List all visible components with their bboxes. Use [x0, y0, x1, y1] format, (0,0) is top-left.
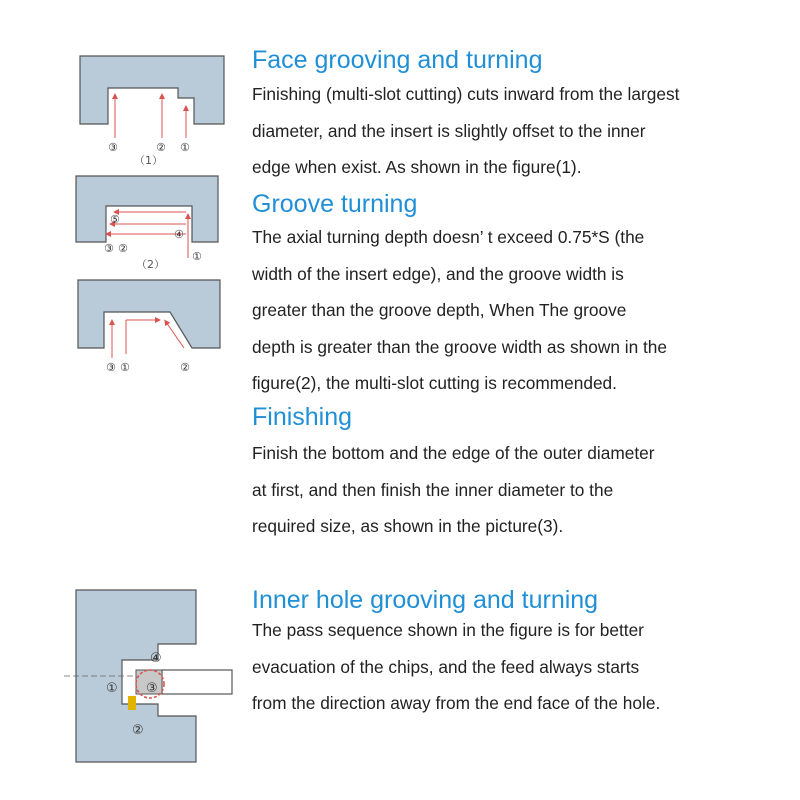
paragraph-groove-turning	[252, 219, 667, 402]
figure-3-finishing	[74, 276, 234, 376]
workpiece-shape	[78, 280, 220, 348]
text-line: depth is greater than the groove width as shown in the	[252, 336, 668, 357]
fig3-marker-3: ③	[106, 361, 116, 374]
fig3-marker-2: ②	[180, 361, 190, 374]
paragraph-finishing	[252, 435, 655, 545]
fig1-marker-3: ③	[108, 141, 118, 154]
figure-2-groove-turning	[68, 172, 238, 272]
text-line: Finish the bottom and the edge of the outer diameter	[252, 443, 655, 463]
text-line: evacuation of the chips, and the feed always starts	[252, 656, 640, 677]
text-line: greater than the groove depth, When The groove	[252, 300, 627, 320]
text-line: The axial turning depth doesn’ t exceed 0.75*S (the	[252, 227, 645, 247]
text-line: The pass sequence shown in the figure is for better	[252, 620, 644, 640]
text-line: width of the insert edge), and the groove width is	[252, 263, 624, 284]
workpiece-shape	[76, 176, 218, 242]
fig2-marker-3: ③	[104, 242, 114, 255]
fig1-caption: （1）	[134, 154, 163, 167]
fig1-marker-1: ①	[180, 141, 190, 154]
text-line: figure(2), the multi-slot cutting is recommended.	[252, 373, 617, 393]
paragraph-inner-hole-grooving	[252, 612, 660, 722]
fig4-marker-3: ③	[146, 681, 158, 696]
fig2-marker-2: ②	[118, 242, 128, 255]
text-line: from the direction away from the end face of the hole.	[252, 693, 661, 713]
fig4-marker-1: ①	[106, 681, 118, 696]
heading-face-grooving: Face grooving and turning	[252, 46, 543, 74]
insert-tip	[128, 696, 136, 710]
fig4-marker-4: ④	[150, 651, 162, 666]
text-line: at first, and then finish the inner diameter to the	[252, 479, 614, 500]
fig2-marker-4: ④	[174, 228, 184, 241]
figure-1-face-grooving	[68, 48, 238, 168]
fig2-marker-1: ①	[192, 250, 202, 263]
boring-bar	[162, 670, 232, 694]
figure-4-inner-hole-grooving	[62, 588, 234, 768]
fig3-marker-1: ①	[120, 361, 130, 374]
text-line: diameter, and the insert is slightly offset to the inner	[252, 120, 646, 141]
text-line: edge when exist. As shown in the figure(1).	[252, 157, 582, 177]
text-line: Finishing (multi-slot cutting) cuts inward from the largest	[252, 84, 680, 104]
fig1-marker-2: ②	[156, 141, 166, 154]
heading-groove-turning: Groove turning	[252, 190, 418, 218]
fig2-caption: （2）	[136, 258, 165, 271]
heading-inner-hole-grooving: Inner hole grooving and turning	[252, 586, 599, 614]
heading-finishing: Finishing	[252, 403, 353, 431]
fig4-marker-2: ②	[132, 723, 144, 738]
text-line: required size, as shown in the picture(3).	[252, 516, 564, 536]
paragraph-face-grooving	[252, 76, 679, 186]
fig2-marker-5: ⑤	[110, 213, 120, 226]
workpiece-shape	[80, 56, 224, 124]
